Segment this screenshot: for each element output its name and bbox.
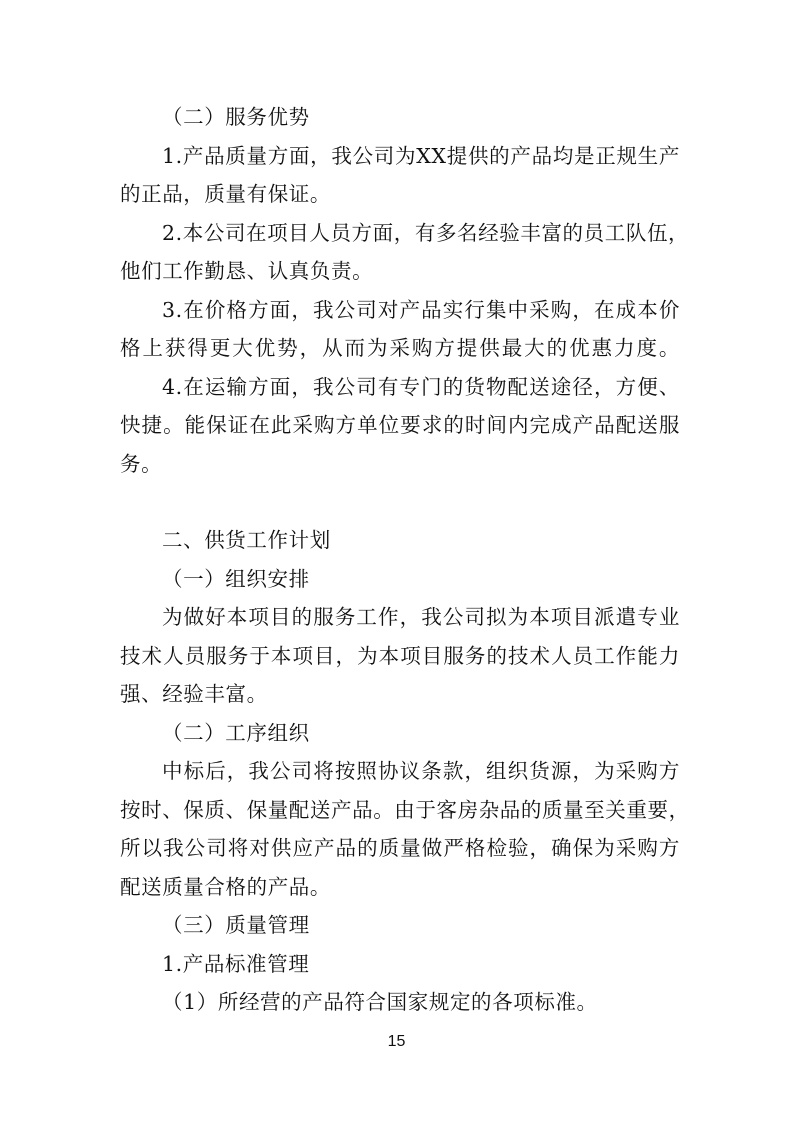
paragraph-line: 按时、保质、保量配送产品。由于客房杂品的质量至关重要， <box>120 797 690 822</box>
paragraph-line: 格上获得更大优势，从而为采购方提供最大的优惠力度。 <box>120 336 680 360</box>
paragraph-line: 强、经验丰富。 <box>120 682 268 706</box>
paragraph-line: 快捷。能保证在此采购方单位要求的时间内完成产品配送服 <box>120 413 680 437</box>
paragraph-line: （1）所经营的产品符合国家规定的各项标准。 <box>162 990 598 1014</box>
subheading-service-advantages: （二）服务优势 <box>162 105 310 129</box>
paragraph-line: 3.在价格方面，我公司对产品实行集中采购，在成本价 <box>162 297 680 322</box>
subheading-organization: （一）组织安排 <box>162 566 310 591</box>
subheading-process-organization: （二）工序组织 <box>162 720 310 745</box>
paragraph-line: 务。 <box>120 451 163 476</box>
paragraph-line: 1.产品质量方面，我公司为XX提供的产品均是正规生产 <box>162 143 680 168</box>
paragraph-line: 4.在运输方面，我公司有专门的货物配送途径，方便、 <box>162 374 680 399</box>
paragraph-line: 技术人员服务于本项目，为本项目服务的技术人员工作能力 <box>120 643 680 668</box>
paragraph-line: 2.本公司在项目人员方面，有多名经验丰富的员工队伍， <box>162 220 690 245</box>
subheading-product-standards: 1.产品标准管理 <box>162 951 310 976</box>
paragraph-line: 他们工作勤恳、认真负责。 <box>120 259 374 283</box>
paragraph-line: 所以我公司将对供应产品的质量做严格检验，确保为采购方 <box>120 836 680 860</box>
paragraph-line: 的正品，质量有保证。 <box>120 182 331 206</box>
paragraph-line: 配送质量合格的产品。 <box>120 874 331 899</box>
document-body <box>120 98 690 1022</box>
paragraph-line: 为做好本项目的服务工作，我公司拟为本项目派遣专业 <box>162 605 680 629</box>
subheading-quality-management: （三）质量管理 <box>162 913 310 937</box>
page-number: 15 <box>387 1033 406 1050</box>
section-spacer <box>120 483 680 521</box>
section-heading-supply-plan: 二、供货工作计划 <box>162 528 331 552</box>
paragraph-line: 中标后，我公司将按照协议条款，组织货源，为采购方 <box>162 759 680 783</box>
